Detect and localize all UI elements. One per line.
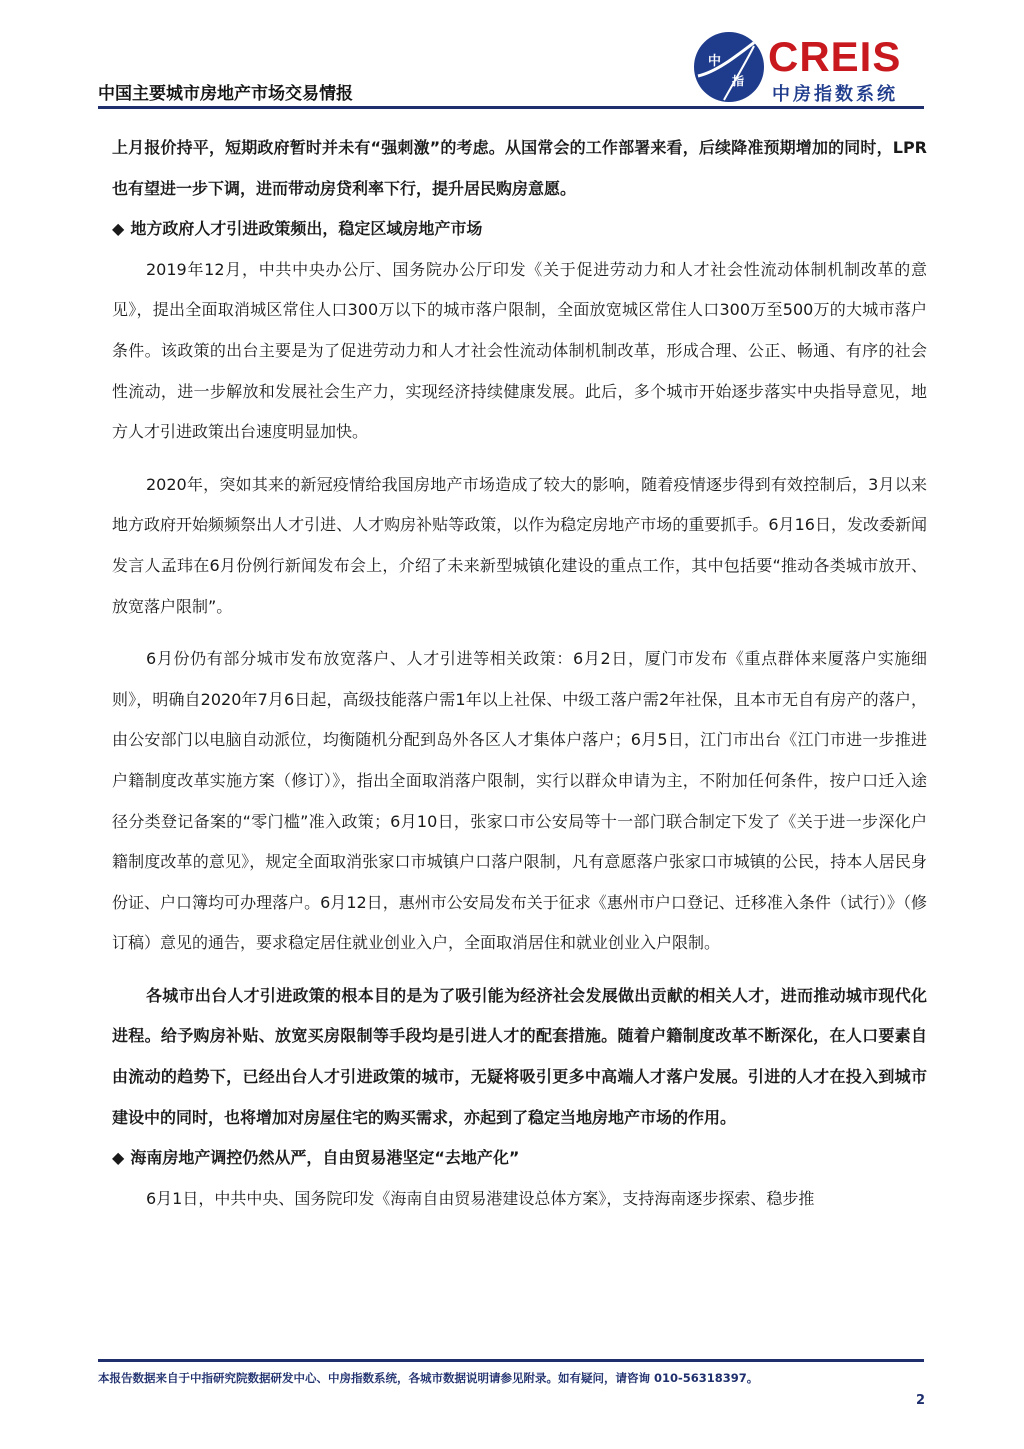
intro-paragraph: 上月报价持平，短期政府暂时并未有“强刺激”的考虑。从国常会的工作部署来看，后续降准预期增加的同时，LPR也有望进一步下调，进而带动房贷利率下行，提升居民购房意愿。 <box>112 138 927 198</box>
section-heading-text: 地方政府人才引进政策频出，稳定区域房地产市场 <box>130 219 483 239</box>
section-heading-talent <box>112 209 927 250</box>
page-number: 2 <box>916 1393 926 1408</box>
diamond-bullet-icon: ◆ <box>112 219 125 239</box>
section-heading-text: 海南房地产调控仍然从严，自由贸易港坚定“去地产化” <box>130 1148 520 1168</box>
section-heading-hainan <box>112 1138 927 1179</box>
paragraph-2020-policy: 2020年，突如其来的新冠疫情给我国房地产市场造成了较大的影响，随着疫情逐步得到有效控制后，3月以来地方政府开始频频祭出人才引进、人才购房补贴等政策，以作为稳定房地产市场的重要抓手。6月16日，发改委新闻发言人孟玮在6月份例行新闻发布会上，介绍了未来新型城镇化建设的重点工作，其中包括要“推动各类城市放开、放宽落户限制”。 <box>112 474 927 616</box>
creis-logo <box>694 28 934 106</box>
footer-note: 本报告数据来自于中指研究院数据研发中心、中房指数系统，各城市数据说明请参见附录。如有疑问，请咨询 010-56318397。 <box>98 1371 759 1385</box>
paragraph-summary: 各城市出台人才引进政策的根本目的是为了吸引能为经济社会发展做出贡献的相关人才，进而推动城市现代化进程。给予购房补贴、放宽买房限制等手段均是引进人才的配套措施。随着户籍制度改革不断深化，在人口要素自由流动的趋势下，已经出台人才引进政策的城市，无疑将吸引更多中高端人才落户发展。引进的人才在投入到城市建设中的同时，也将增加对房屋住宅的购买需求，亦起到了稳定当地房地产市场的作用。 <box>112 985 927 1127</box>
header-rule <box>98 106 924 109</box>
logo-circle-icon <box>694 32 764 102</box>
paragraph-2019-policy: 2019年12月，中共中央办公厅、国务院办公厅印发《关于促进劳动力和人才社会性流动体制机制改革的意见》，提出全面取消城区常住人口300万以下的城市落户限制，全面放宽城区常住人口300万至500万的大城市落户条件。该政策的出台主要是为了促进劳动力和人才社会性流动体制机制改革，形成合理、公正、畅通、有序的社会性流动，进一步解放和发展社会生产力，实现经济持续健康发展。此后，多个城市开始逐步落实中央指导意见，地方人才引进政策出台速度明显加快。 <box>112 259 927 442</box>
header-title: 中国主要城市房地产市场交易情报 <box>98 84 353 104</box>
logo-swoosh-icon <box>694 32 764 102</box>
logo-char-2: 指 <box>732 74 745 88</box>
footer-rule <box>98 1359 924 1362</box>
logo-char-1: 中 <box>708 54 722 69</box>
paragraph-hainan: 6月1日，中共中央、国务院印发《海南自由贸易港建设总体方案》，支持海南逐步探索、稳步推 <box>146 1188 815 1208</box>
diamond-bullet-icon: ◆ <box>112 1148 125 1168</box>
logo-subtitle: 中房指数系统 <box>772 84 898 105</box>
paragraph-june-cities: 6月份仍有部分城市发布放宽落户、人才引进等相关政策：6月2日，厦门市发布《重点群体来厦落户实施细则》，明确自2020年7月6日起，高级技能落户需1年以上社保、中级工落户需2年社保，且本市无自有房产的落户，由公安部门以电脑自动派位，均衡随机分配到岛外各区人才集体户落户；6月5日，江门市出台《江门市进一步推进户籍制度改革实施方案（修订）》，指出全面取消落户限制，实行以群众申请为主，不附加任何条件，按户口迁入途径分类登记备案的“零门槛”准入政策；6月10日，张家口市公安局等十一部门联合制定下发了《关于进一步深化户籍制度改革的意见》，规定全面取消张家口市城镇户口落户限制，凡有意愿落户张家口市城镇的公民，持本人居民身份证、户口簿均可办理落户。6月12日，惠州市公安局发布关于征求《惠州市户口登记、迁移准入条件（试行）》（修订稿）意见的通告，要求稳定居住就业创业入户，全面取消居住和就业创业入户限制。 <box>112 649 927 953</box>
document-body <box>112 128 927 1219</box>
logo-brand-text: CREIS <box>768 33 902 80</box>
